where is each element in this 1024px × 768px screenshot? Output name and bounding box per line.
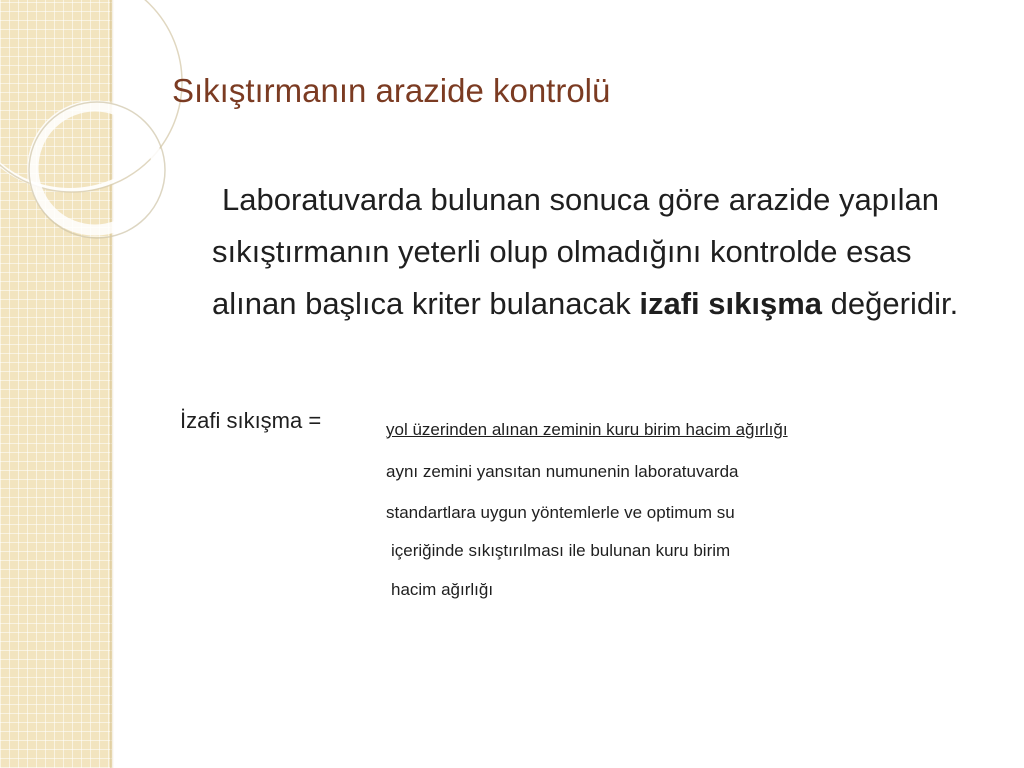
strip-edge-shadow xyxy=(110,0,114,768)
body-text-end: değeridir. xyxy=(830,286,959,321)
formula-denominator-line: içeriğinde sıkıştırılması ile bulunan kuru birim xyxy=(391,541,731,560)
formula-numerator: yol üzerinden alınan zeminin kuru birim hacim ağırlığı xyxy=(386,420,788,439)
formula-denominator-line: hacim ağırlığı xyxy=(391,580,494,599)
formula-denominator-line: aynı zemini yansıtan numunenin laboratuvarda xyxy=(386,462,739,481)
formula-denominator-line: standartlara uygun yöntemlerle ve optimum su xyxy=(386,503,735,522)
body-bold-term: izafi sıkışma xyxy=(639,286,823,321)
body-text: Laboratuvarda bulunan sonuca göre arazide yapılan sıkıştırmanın yeterli olup olmadığını kontrolde esas alınan başlıca kriter bulanacak xyxy=(212,182,939,321)
decorative-grid-strip xyxy=(0,0,112,768)
slide-title: Sıkıştırmanın arazide kontrolü xyxy=(172,72,611,109)
formula-label: İzafi sıkışma = xyxy=(180,408,322,433)
body-paragraph xyxy=(212,174,992,330)
